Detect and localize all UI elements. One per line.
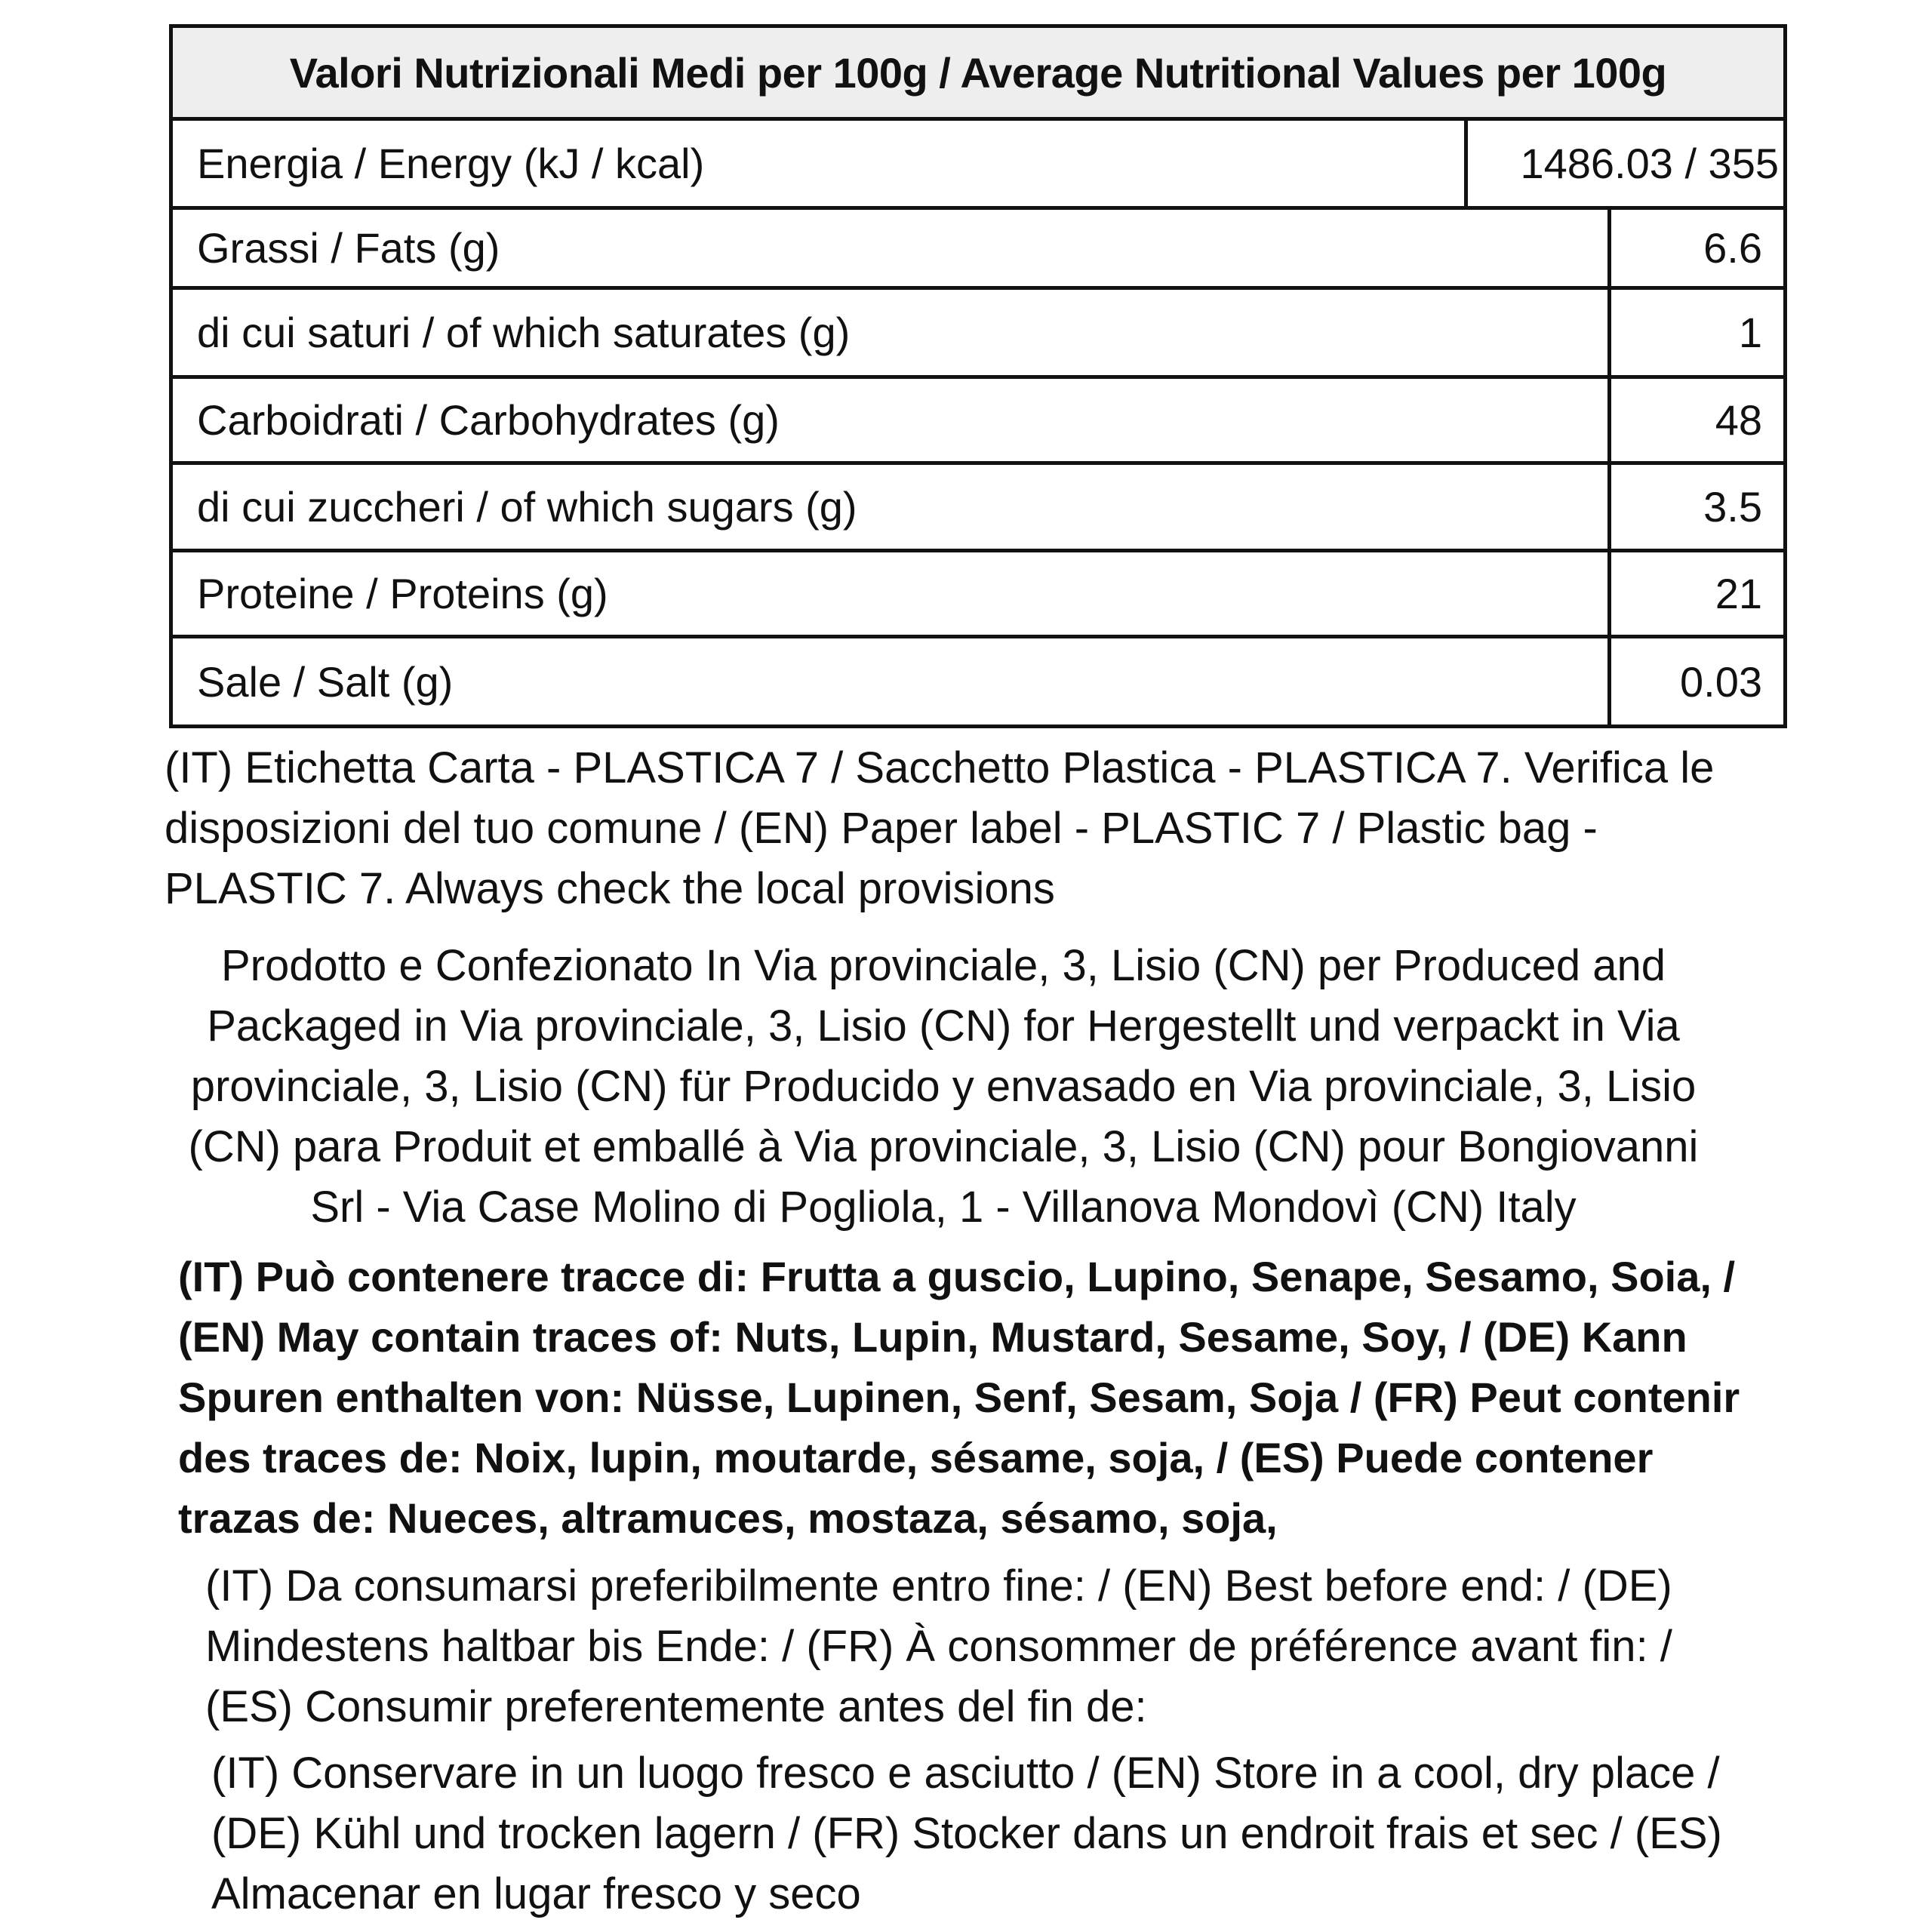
nutrition-row-saturates bbox=[173, 290, 1783, 379]
recycling-line: disposizioni del tuo comune / (EN) Paper label - PLASTIC 7 / Plastic bag - bbox=[165, 804, 1598, 853]
nutrition-row-salt bbox=[173, 638, 1783, 724]
nutrition-table bbox=[169, 24, 1787, 728]
nutrition-row-fats bbox=[173, 210, 1783, 290]
allergen-line: trazas de: Nueces, altramuces, mostaza, sésamo, soja, bbox=[178, 1494, 1278, 1542]
nutrition-label: Carboidrati / Carbohydrates (g) bbox=[197, 396, 780, 444]
allergen-line: des traces de: Noix, lupin, moutarde, sésame, soja, / (ES) Puede contener bbox=[178, 1434, 1654, 1481]
recycling-line: (IT) Etichetta Carta - PLASTICA 7 / Sacchetto Plastica - PLASTICA 7. Verifica le bbox=[165, 743, 1715, 792]
storage-line: (DE) Kühl und trocken lagern / (FR) Stocker dans un endroit frais et sec / (ES) bbox=[211, 1809, 1722, 1858]
allergen-line: (IT) Può contenere tracce di: Frutta a guscio, Lupino, Senape, Sesamo, Soia, / bbox=[178, 1253, 1736, 1300]
producer-info bbox=[136, 936, 1751, 1238]
recycling-line: PLASTIC 7. Always check the local provisions bbox=[165, 864, 1055, 913]
nutrition-row-sugars bbox=[173, 465, 1783, 552]
nutrition-value: 3.5 bbox=[1607, 465, 1783, 549]
nutrition-value: 1486.03 / 355 bbox=[1464, 121, 1783, 206]
producer-line: Srl - Via Case Molino di Pogliola, 1 - Villanova Mondovì (CN) Italy bbox=[310, 1183, 1577, 1232]
nutrition-label: Grassi / Fats (g) bbox=[197, 224, 500, 272]
nutrition-label: Sale / Salt (g) bbox=[197, 657, 454, 706]
producer-line: Prodotto e Confezionato In Via provinciale, 3, Lisio (CN) per Produced and bbox=[220, 941, 1666, 990]
nutrition-label: Energia / Energy (kJ / kcal) bbox=[197, 140, 705, 187]
nutrition-row-proteins bbox=[173, 552, 1783, 638]
allergen-line: Spuren enthalten von: Nüsse, Lupinen, Senf, Sesam, Soja / (FR) Peut contenir bbox=[178, 1374, 1740, 1421]
nutrition-label: di cui saturi / of which saturates (g) bbox=[197, 309, 851, 356]
nutrition-value: 48 bbox=[1607, 379, 1783, 461]
producer-line: provinciale, 3, Lisio (CN) für Producido y envasado en Via provinciale, 3, Lisio bbox=[190, 1062, 1697, 1111]
nutrition-label: Proteine / Proteins (g) bbox=[197, 570, 608, 617]
nutrition-value: 1 bbox=[1607, 290, 1783, 375]
storage-info bbox=[211, 1743, 1722, 1924]
nutrition-row-carbohydrates bbox=[173, 379, 1783, 465]
producer-line: (CN) para Produit et emballé à Via provinciale, 3, Lisio (CN) pour Bongiovanni bbox=[188, 1122, 1699, 1171]
nutrition-value: 0.03 bbox=[1607, 638, 1783, 724]
nutrition-value: 6.6 bbox=[1607, 210, 1783, 286]
allergen-warning bbox=[178, 1247, 1740, 1549]
best-before-line: (IT) Da consumarsi preferibilmente entro fine: / (EN) Best before end: / (DE) bbox=[205, 1561, 1672, 1611]
storage-line: Almacenar en lugar fresco y seco bbox=[211, 1869, 861, 1918]
nutrition-value: 21 bbox=[1607, 552, 1783, 635]
nutrition-table-header: Valori Nutrizionali Medi per 100g / Average Nutritional Values per 100g bbox=[173, 28, 1783, 121]
producer-line: Packaged in Via provinciale, 3, Lisio (CN) for Hergestellt und verpackt in Via bbox=[207, 1001, 1680, 1051]
nutrition-label: di cui zuccheri / of which sugars (g) bbox=[197, 483, 857, 531]
best-before-info bbox=[205, 1556, 1672, 1737]
best-before-line: (ES) Consumir preferentemente antes del fin de: bbox=[205, 1682, 1147, 1731]
recycling-info bbox=[165, 738, 1714, 919]
nutrition-row-energy bbox=[173, 121, 1783, 210]
storage-line: (IT) Conservare in un luogo fresco e asciutto / (EN) Store in a cool, dry place / bbox=[211, 1749, 1720, 1798]
best-before-line: Mindestens haltbar bis Ende: / (FR) À consommer de préférence avant fin: / bbox=[205, 1622, 1672, 1671]
allergen-line: (EN) May contain traces of: Nuts, Lupin, Mustard, Sesame, Soy, / (DE) Kann bbox=[178, 1313, 1687, 1361]
